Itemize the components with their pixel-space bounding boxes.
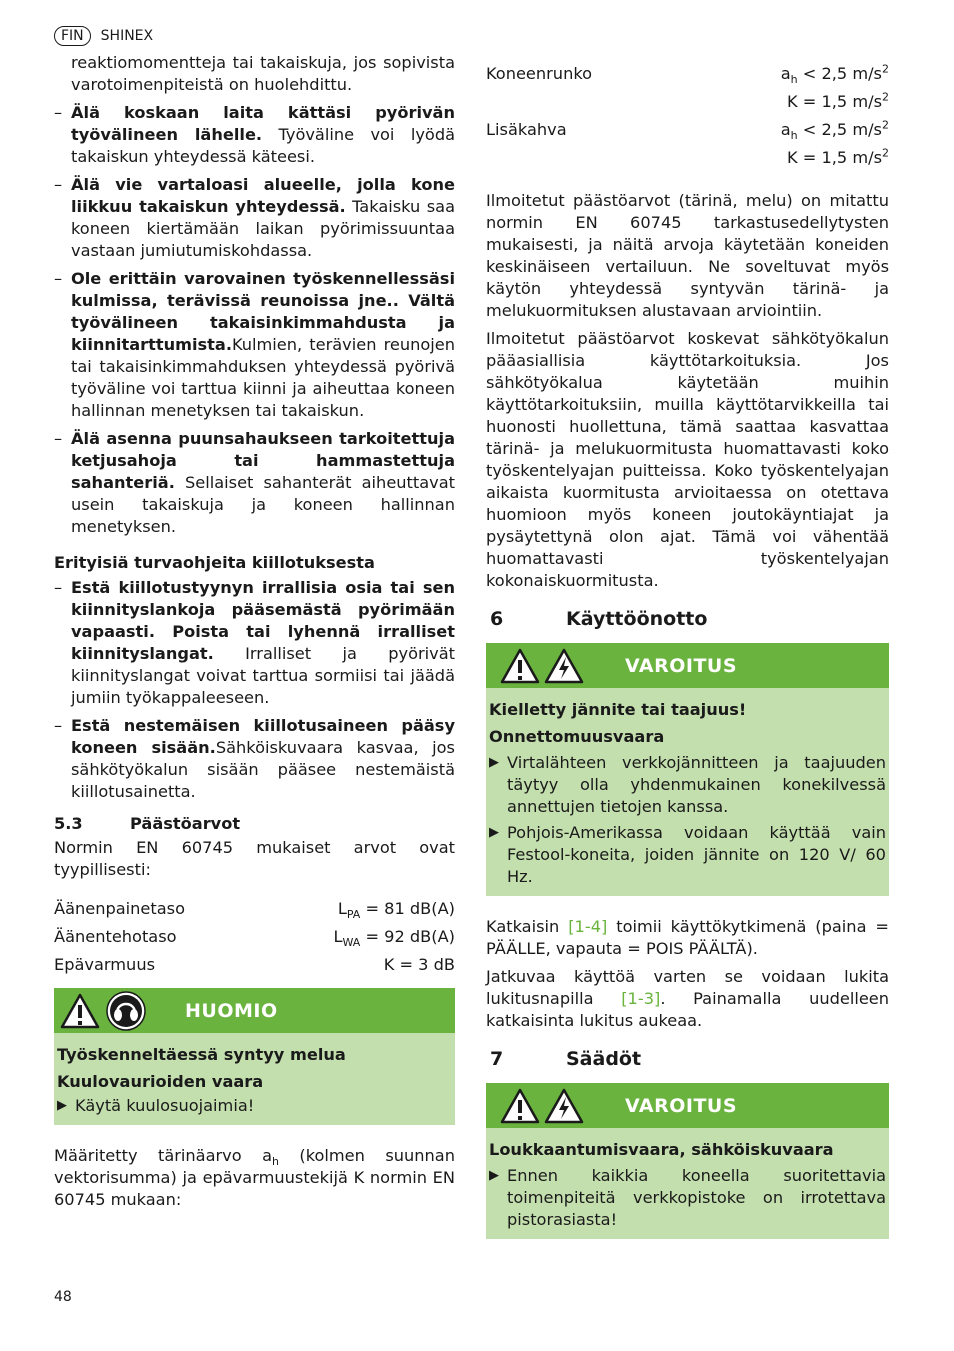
list-item: – Älä asenna puunsahaukseen tarkoitettuja ketjusahoja tai hammastettuja sahanteriä. Sellaiset sahanterät aiheuttavat usein takaiskuja ja koneen hallinnan menetyksen. xyxy=(54,429,455,536)
warning-bullet: ▶ Virtalähteen verkkojännitteen ja taajuuden täytyy olla yhdenmukainen konekilvessä annettujen tietojen kanssa. xyxy=(489,753,886,816)
warning-box-adjustment xyxy=(486,1083,889,1239)
emission-row: Äänenpainetaso $L_{PA} = 81$ dB(A) xyxy=(54,899,455,922)
figure-reference-link[interactable]: [1-4] xyxy=(568,917,608,936)
electric-hazard-icon xyxy=(544,648,584,684)
emission-row: Äänentehotaso $L_{WA} = 92$ dB(A) xyxy=(54,927,455,950)
electric-hazard-icon xyxy=(544,1088,584,1124)
list-item: – Estä kiillotustyynyn irrallisia osia tai sen kiinnityslankoja pääsemästä pyörimään vapaasti. Poista tai lyhennä irralliset kiinnityslangat. Irralliset ja pyörivät kiinnityslangat voivat tarttua sormiisi tai jäädä jumiin työkappaleeseen. xyxy=(54,578,455,707)
warning-title: VAROITUS xyxy=(625,654,738,677)
language-badge: FIN xyxy=(54,26,91,46)
warning-line-1: Loukkaantumisvaara, sähköiskuvaara xyxy=(489,1140,834,1159)
notice-bullet: ▶ Käytä kuulosuojaimia! xyxy=(57,1096,255,1115)
vibration-row: K = 1,5 $m/s^2$ xyxy=(786,90,889,111)
intro-text: reaktiomomentteja tai takaiskuja, jos sopivista varotoimenpiteistä on huolehdittu. xyxy=(71,53,455,94)
list-item: – Estä nestemäisen kiillotusaineen pääsy koneen sisään.Sähköiskuvaara kasvaa, jos sähkötyökalun sisään pääsee nestemäistä kiillotusainetta. xyxy=(54,716,455,801)
section-heading-6: 6 Käyttöönotto xyxy=(490,608,708,630)
vibration-row: K = 1,5 $m/s^2$ xyxy=(786,146,889,167)
warning-triangle-icon xyxy=(500,648,540,684)
emission-paragraph-2: Ilmoitetut päästöarvot koskevat sähkötyökalun pääasiallisia käyttötarkoituksia. Jos sähkötyökalua käytetään muihin käyttötarkoituksiin, muilla käyttötarvikkeilla tai huonosti huollettuna, tämä saattaa kasvattaa tärinä- ja melukuormitusta huomattavasti koko työskentelyajan puitteissa. Koko työskentelyajan aikaista kuormitusta arvioitaessa on otettava huomioon myös koneen joutokäyntiajat ja pysäytettynä olon ajat. Tämä voi vähentää huomattavasti työskentelyajan kokonaiskuormitusta. xyxy=(486,329,889,590)
figure-reference-link[interactable]: [1-3] xyxy=(621,989,661,1008)
warning-line-2: Onnettomuusvaara xyxy=(489,727,665,746)
warning-box-voltage xyxy=(486,643,889,896)
page-header xyxy=(54,25,153,47)
list-item: – Ole erittäin varovainen työskennellessäsi kulmissa, terävissä reunoissa jne.. Vältä työvälineen takaisinkimmahdusta ja kiinnitarttumista.Kulmien, terävien reunojen tai takaisinkimmahduksen yhteydessä pyörivä työväline voi tarttua kiinni ja aiheuttaa koneen hallinnan menetyksen tai takaiskun. xyxy=(54,269,455,420)
emission-paragraph-1: Ilmoitetut päästöarvot (tärinä, melu) on mitattu normin EN 60745 tarkastusedellytysten mukaisesti, ja näitä arvoja käytetään koneiden keskinäiseen vertailuun. Ne soveltuvat myös käytön yhteydessä syntyvän tärinä- ja melukuormituksen alustavaan arviointiin. xyxy=(486,191,889,320)
warning-header xyxy=(486,643,889,688)
notice-box xyxy=(54,988,455,1125)
vibration-row: Koneenrunko $a_h < 2,5$ $m/s^2$ xyxy=(486,62,889,87)
warning-header xyxy=(486,1083,889,1128)
notice-title: HUOMIO xyxy=(185,999,278,1022)
list-item: – Älä vie vartaloasi alueelle, jolla kone liikkuu takaiskun yhteydessä. Takaisku saa koneen kiertämään laikan pyörimissuuntaa vastaan jumiutumiskohdassa. xyxy=(54,175,455,260)
list-item: – Älä koskaan laita kättäsi pyörivän työvälineen lähelle. Työväline voi lyödä takaiskun yhteydessä käteesi. xyxy=(54,103,456,166)
emission-row: Epävarmuus K = 3 dB xyxy=(54,955,455,974)
lock-text: Jatkuvaa käyttöä varten se voidaan lukita lukitusnapilla [1-3]. Painamalla uudelleen katkaisinta lukitus aukeaa. xyxy=(486,967,889,1030)
notice-line-1: Työskenneltäessä syntyy melua xyxy=(57,1045,346,1064)
emission-intro: Normin EN 60745 mukaiset arvot ovat tyypillisesti: xyxy=(54,838,455,879)
brand-name: SHINEX xyxy=(100,28,154,44)
warning-line-1: Kielletty jännite tai taajuus! xyxy=(489,700,747,719)
left-column xyxy=(54,52,455,1211)
switch-text: Katkaisin [1-4] toimii käyttökytkimenä (paina = PÄÄLLE, vapauta = POIS PÄÄLTÄ). xyxy=(486,917,889,958)
vibration-table xyxy=(486,60,889,172)
warning-triangle-icon xyxy=(500,1088,540,1124)
warning-title: VAROITUS xyxy=(625,1094,738,1117)
notice-line-2: Kuulovaurioiden vaara xyxy=(57,1072,264,1091)
section-heading-5-3: 5.3 Päästöarvot xyxy=(54,814,241,833)
warning-bullet: ▶ Ennen kaikkia koneella suoritettavia toimenpiteitä verkkopistoke on irrotettava pistorasiasta! xyxy=(489,1166,886,1229)
right-column xyxy=(486,60,889,1239)
warning-bullet: ▶ Pohjois-Amerikassa voidaan käyttää vain Festool-koneita, joiden jännite on 120 V/ 60 Hz. xyxy=(489,823,886,886)
ear-protection-icon xyxy=(106,991,146,1031)
vibration-text: Määritetty tärinäarvo $a_h$ (kolmen suunnan vektorisumma) ja epävarmuustekijä K normin EN 60745 mukaan: xyxy=(54,1146,455,1209)
warning-triangle-icon xyxy=(60,993,100,1029)
section-heading-7: 7 Säädöt xyxy=(490,1048,642,1070)
notice-header xyxy=(54,988,455,1033)
page-number: 48 xyxy=(54,1289,72,1305)
vibration-row: Lisäkahva $a_h < 2,5$ $m/s^2$ xyxy=(486,118,889,143)
polish-heading: Erityisiä turvaohjeita kiillotuksesta xyxy=(54,553,375,572)
